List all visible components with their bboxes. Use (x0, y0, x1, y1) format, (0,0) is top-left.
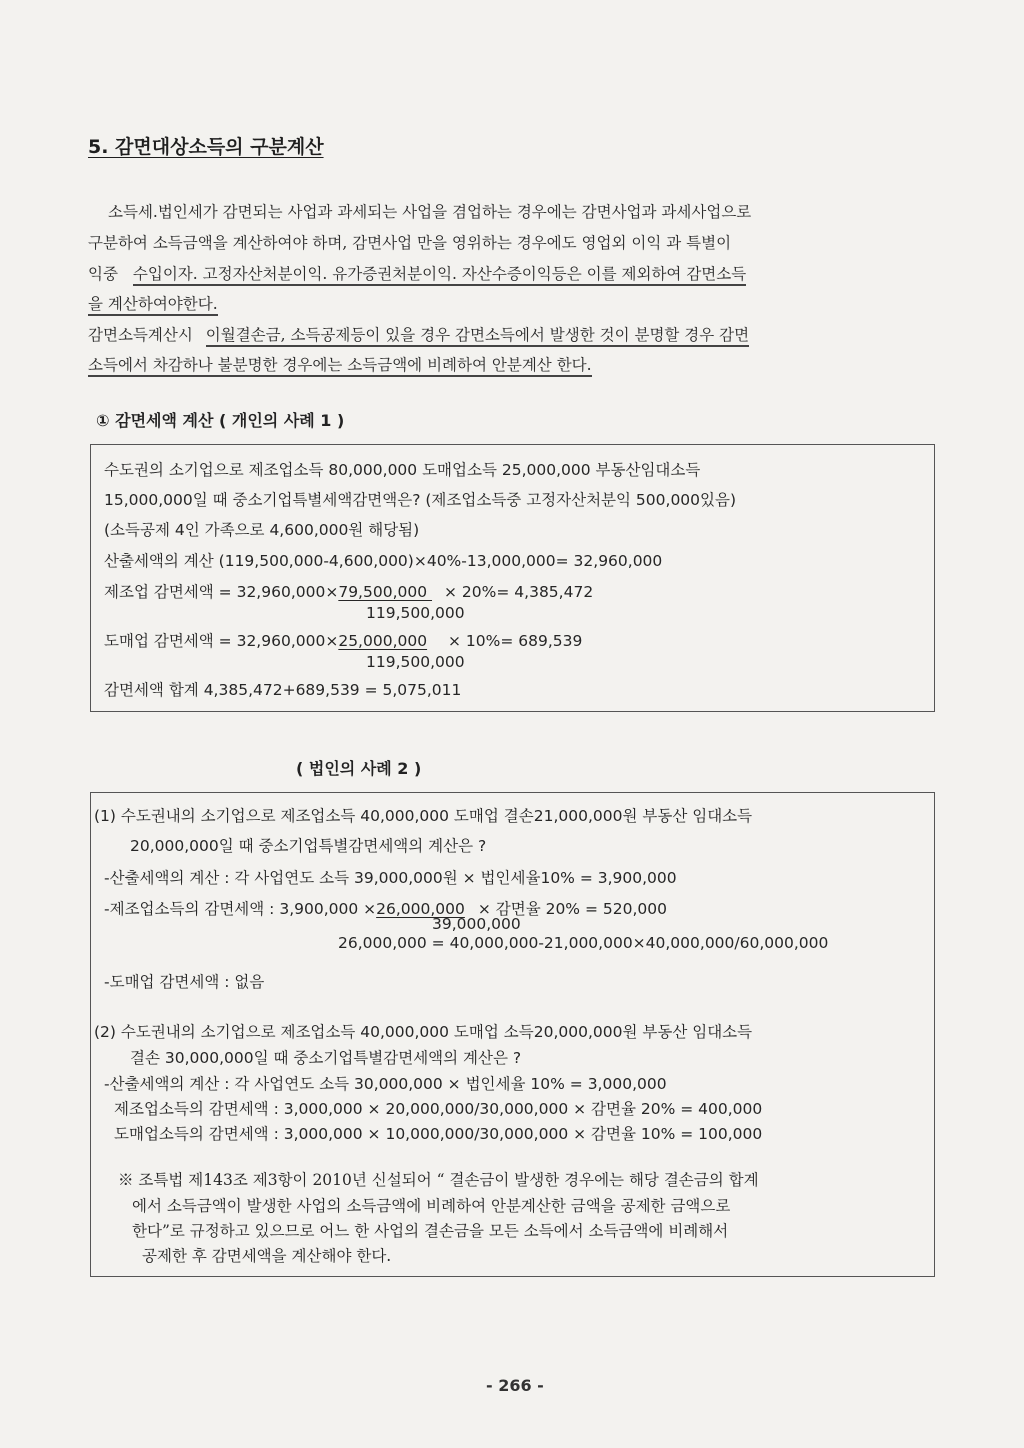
case1-heading: ① 감면세액 계산 ( 개인의 사례 1 ) (96, 411, 345, 430)
case1-line-5-denominator: 119,500,000 (366, 604, 465, 622)
case1-line-5-rhs: × 20%= 4,385,472 (444, 583, 594, 601)
case2-part1-line-4-denominator: 39,000,000 (432, 915, 521, 933)
case2-part1-line-4-lhs: -제조업소득의 감면세액 : 3,900,000 × (104, 900, 377, 918)
case2-part1-line-4 (104, 897, 667, 919)
case2-note-line-1: ※ 조특법 제143조 제3항이 2010년 신설되어 “ 결손금이 발생한 경우에는 해당 결손금의 합계 (118, 1171, 759, 1189)
case2-part1-line-4-numerator: 26,000,000 (376, 900, 465, 918)
case2-part2-line-1: (2) 수도권내의 소기업으로 제조업소득 40,000,000 도매업 소득20,000,000원 부동산 임대소득 (94, 1023, 753, 1041)
case2-part2-line-5: 도매업소득의 감면세액 : 3,000,000 × 10,000,000/30,000,000 × 감면율 10% = 100,000 (114, 1125, 763, 1143)
case1-line-6 (104, 629, 582, 651)
case2-part1-line-2: 20,000,000일 때 중소기업특별감면세액의 계산은 ? (130, 837, 487, 855)
case2-part1-line-6: -도매업 감면세액 : 없음 (104, 973, 265, 991)
intro-line-3-prefix: 익중 (88, 265, 118, 283)
page-number: - 266 - (486, 1376, 544, 1395)
case2-part1-line-3: -산출세액의 계산 : 각 사업연도 소득 39,000,000원 × 법인세율10% = 3,900,000 (104, 869, 677, 887)
case1-line-4: 산출세액의 계산 (119,500,000-4,600,000)×40%-13,000,000= 32,960,000 (104, 552, 663, 570)
case2-heading: ( 법인의 사례 2 ) (296, 759, 422, 778)
case2-part2-line-2: 결손 30,000,000일 때 중소기업특별감면세액의 계산은 ? (130, 1049, 522, 1067)
case1-line-2: 15,000,000일 때 중소기업특별세액감면액은? (제조업소득중 고정자산처분익 500,000있음) (104, 491, 737, 509)
case1-line-1: 수도권의 소기업으로 제조업소득 80,000,000 도매업소득 25,000,000 부동산임대소득 (104, 461, 701, 479)
case1-line-3: (소득공제 4인 가족으로 4,600,000원 해당됨) (104, 521, 420, 539)
intro-line-5-underlined: 이월결손금, 소득공제등이 있을 경우 감면소득에서 발생한 것이 분명할 경우 감면 (206, 326, 749, 347)
case1-line-6-numerator: 25,000,000 (338, 632, 428, 650)
intro-line-4-underlined: 을 계산하여야한다. (88, 295, 218, 316)
case1-line-6-denominator: 119,500,000 (366, 653, 465, 671)
case2-part2-line-4: 제조업소득의 감면세액 : 3,000,000 × 20,000,000/30,000,000 × 감면율 20% = 400,000 (114, 1100, 763, 1118)
case2-part1-line-5: 26,000,000 = 40,000,000-21,000,000×40,000,000/60,000,000 (338, 934, 829, 952)
case1-line-6-lhs: 도매업 감면세액 = 32,960,000× (104, 632, 339, 650)
intro-line-2: 구분하여 소득금액을 계산하여야 하며, 감면사업 만을 영위하는 경우에도 영업외 이익 과 특별이 (88, 234, 732, 252)
case1-line-6-rhs: × 10%= 689,539 (448, 632, 583, 650)
case2-note-line-3: 한다”로 규정하고 있으므로 어느 한 사업의 결손금을 모든 소득에서 소득금액에 비례해서 (132, 1222, 729, 1240)
case2-part1-line-4-rhs: × 감면율 20% = 520,000 (477, 900, 667, 918)
intro-line-3-underlined: 수입이자. 고정자산처분이익. 유가증권처분이익. 자산수증이익등은 이를 제외하여 감면소득 (133, 265, 746, 286)
case1-line-5-numerator: 79,500,000 (338, 583, 433, 601)
intro-line-6 (88, 353, 592, 375)
intro-line-4 (88, 292, 218, 314)
case1-line-5 (104, 580, 593, 602)
intro-line-3 (88, 262, 746, 284)
intro-line-5-prefix: 감면소득계산시 (88, 326, 193, 344)
case2-note-line-2: 에서 소득금액이 발생한 사업의 소득금액에 비례하여 안분계산한 금액을 공제한 금액으로 (132, 1197, 731, 1215)
case1-line-5-lhs: 제조업 감면세액 = 32,960,000× (104, 583, 339, 601)
intro-line-1: 소득세.법인세가 감면되는 사업과 과세되는 사업을 겸업하는 경우에는 감면사업과 과세사업으로 (108, 203, 752, 221)
case1-line-7: 감면세액 합계 4,385,472+689,539 = 5,075,011 (104, 681, 462, 699)
case1-box (90, 444, 935, 712)
case2-part2-line-3: -산출세액의 계산 : 각 사업연도 소득 30,000,000 × 법인세율 10% = 3,000,000 (104, 1075, 667, 1093)
intro-line-6-underlined: 소득에서 차감하나 불분명한 경우에는 소득금액에 비례하여 안분계산 한다. (88, 356, 592, 377)
case2-part1-line-1: (1) 수도권내의 소기업으로 제조업소득 40,000,000 도매업 결손21,000,000원 부동산 임대소득 (94, 807, 753, 825)
case2-note-line-4: 공제한 후 감면세액을 계산해야 한다. (142, 1247, 392, 1265)
section-title: 5. 감면대상소득의 구분계산 (88, 136, 324, 158)
intro-line-5 (88, 323, 749, 345)
